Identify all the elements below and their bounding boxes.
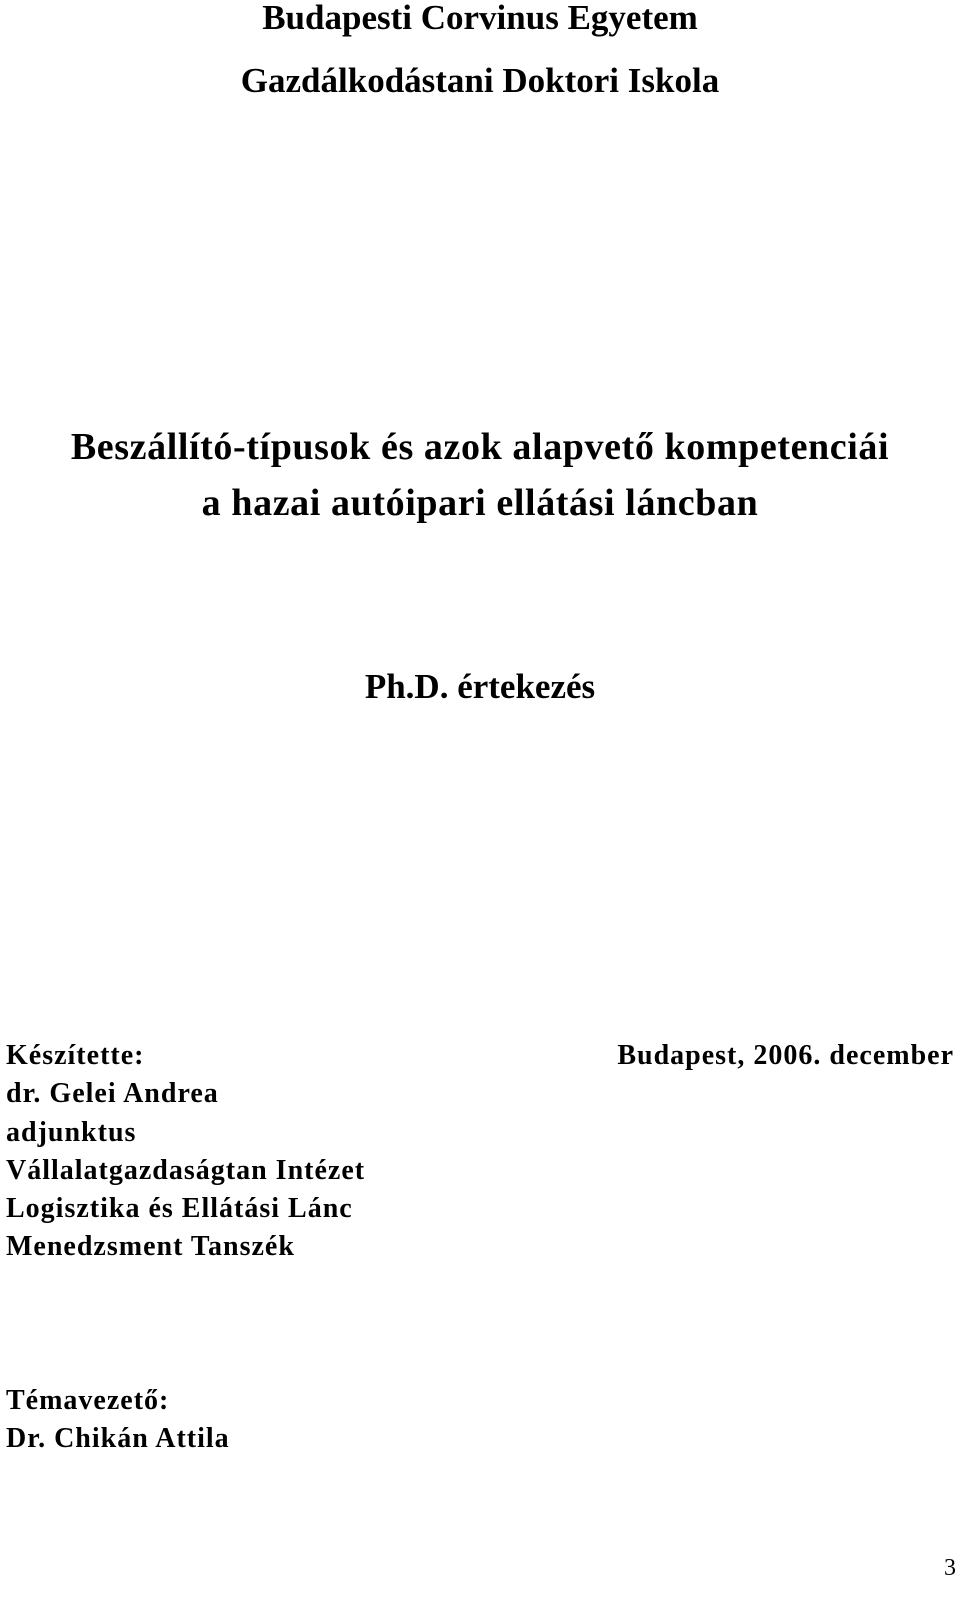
- university-name: Budapesti Corvinus Egyetem: [262, 0, 698, 37]
- author-label: Készítette:: [6, 1040, 145, 1071]
- supervisor-name: Dr. Chikán Attila: [6, 1423, 230, 1454]
- dissertation-title-line-2: a hazai autóipari ellátási láncban: [201, 482, 759, 524]
- author-department-line-2: Menedzsment Tanszék: [6, 1231, 295, 1262]
- author-position: adjunktus: [6, 1117, 137, 1148]
- degree-type: Ph.D. értekezés: [364, 667, 596, 706]
- author-department-line-1: Logisztika és Ellátási Lánc: [6, 1193, 353, 1224]
- page-number: 3: [944, 1555, 956, 1581]
- dissertation-title-line-1: Beszállító-típusok és azok alapvető kompetenciái: [70, 426, 890, 468]
- author-name: dr. Gelei Andrea: [6, 1078, 219, 1109]
- author-institute: Vállalatgazdaságtan Intézet: [6, 1155, 366, 1186]
- place-and-date: Budapest, 2006. december: [617, 1040, 954, 1071]
- supervisor-label: Témavezető:: [6, 1385, 170, 1416]
- doctoral-school-name: Gazdálkodástani Doktori Iskola: [240, 61, 720, 100]
